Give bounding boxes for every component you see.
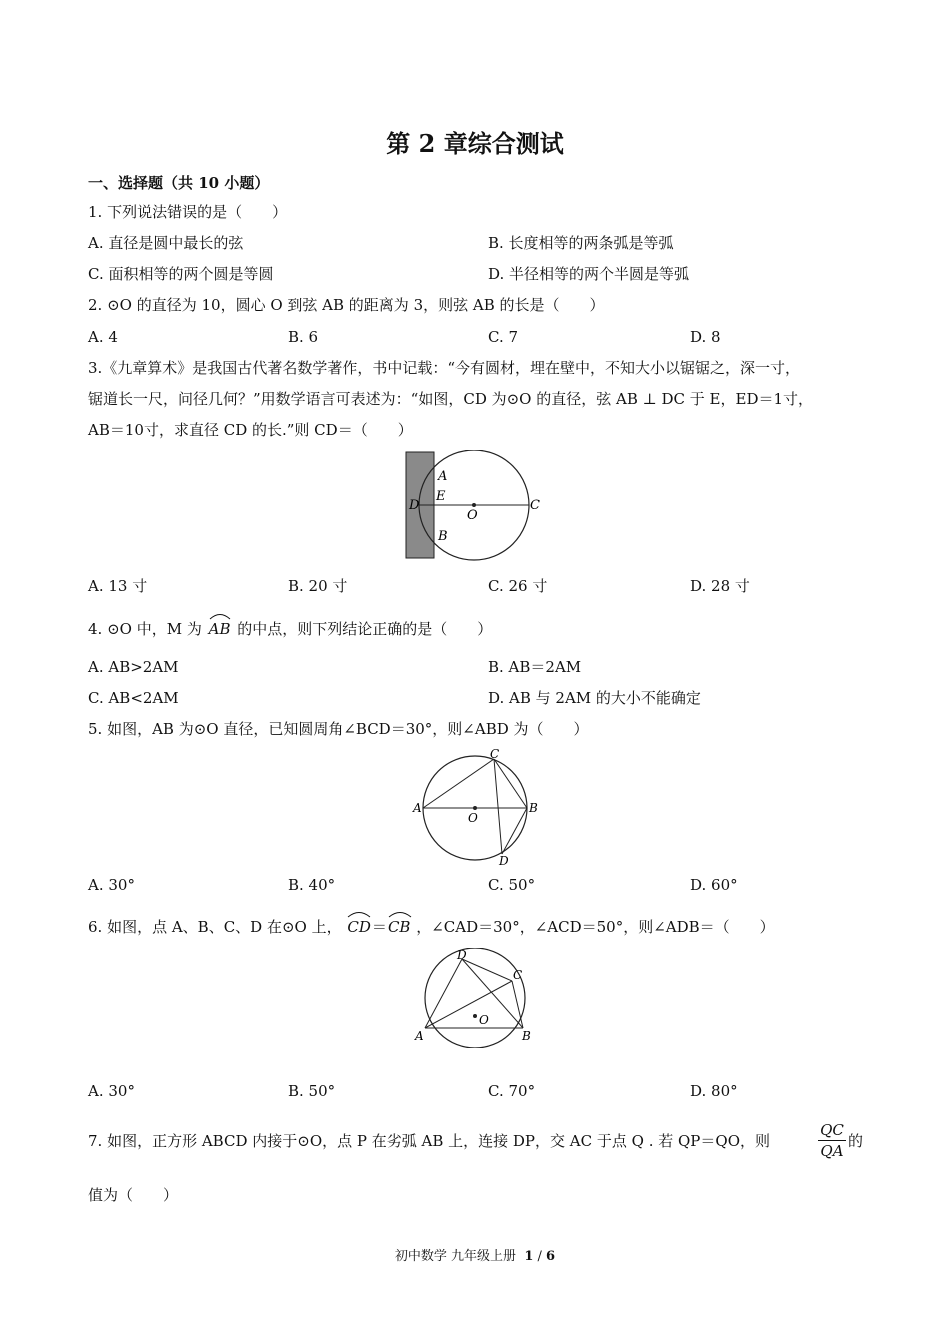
q7-tail: 的 — [848, 1132, 864, 1150]
q4-option-c: C. AB<2AM — [88, 689, 179, 707]
q4-arc — [209, 619, 231, 639]
chord-cb — [494, 759, 527, 808]
arc-symbol-icon — [209, 612, 231, 620]
q2-option-b: B. 6 — [288, 328, 319, 346]
center-dot — [473, 1014, 477, 1018]
q1-option-a: A. 直径是圆中最长的弦 — [88, 234, 244, 252]
label-d: D — [457, 948, 467, 962]
q5-option-d: D. 60° — [690, 876, 738, 894]
q5-option-a: A. 30° — [88, 876, 135, 894]
chord-db — [502, 808, 527, 854]
label-a: A — [413, 801, 422, 815]
arc-symbol-icon — [388, 910, 412, 918]
q7-line2: 值为（ ） — [88, 1186, 179, 1204]
chord-cd — [494, 759, 502, 854]
arc-symbol-icon — [347, 910, 371, 918]
q3-option-a: A. 13 寸 — [88, 577, 148, 595]
section-heading: 一、选择题（共 10 小题） — [88, 174, 270, 192]
label-o: O — [468, 811, 478, 825]
q1-stem: 1. 下列说法错误的是（ ） — [88, 203, 288, 221]
page-footer — [0, 1245, 950, 1264]
q5-option-c: C. 50° — [488, 876, 536, 894]
q6-figure — [412, 948, 537, 1048]
q6-stem-pre: 6. 如图，点 A、B、C、D 在⊙O 上， — [88, 918, 342, 936]
chord-dc — [462, 959, 512, 981]
q5-figure — [410, 748, 545, 868]
label-c: C — [513, 968, 523, 982]
q2-option-d: D. 8 — [690, 328, 721, 346]
q6-arc1-label: CD — [347, 918, 371, 936]
q4-stem — [88, 619, 492, 639]
q6-arc2-label: CB — [387, 918, 411, 936]
q6-option-a: A. 30° — [88, 1082, 135, 1100]
q4-arc-label: AB — [208, 620, 231, 638]
center-dot — [472, 503, 476, 507]
label-b: B — [529, 801, 538, 815]
chord-cb — [512, 981, 523, 1028]
q1-option-d: D. 半径相等的两个半圆是等弧 — [488, 265, 690, 283]
q6-arc-cb — [388, 917, 411, 937]
q5-option-b: B. 40° — [288, 876, 336, 894]
footer-sep: / — [533, 1249, 547, 1264]
chord-ac — [423, 759, 494, 808]
q1-option-b: B. 长度相等的两条弧是等弧 — [488, 234, 674, 252]
page-title: 第 2 章综合测试 — [386, 129, 564, 158]
label-o: O — [479, 1013, 489, 1027]
q1-option-c: C. 面积相等的两个圆是等圆 — [88, 265, 274, 283]
circle-o — [425, 948, 525, 1048]
label-a: A — [438, 469, 448, 484]
label-b: B — [522, 1029, 531, 1043]
q6-option-b: B. 50° — [288, 1082, 336, 1100]
q6-stem-post: ，∠CAD＝30°，∠ACD＝50°，则∠ADB＝（ ） — [416, 918, 775, 936]
q4-option-b: B. AB＝2AM — [488, 658, 582, 676]
q3-line2: 锯道长一尺，问径几何？”用数学语言可表述为：“如图，CD 为⊙O 的直径，弦 AB ⊥ DC 于 E，ED＝1寸， — [88, 390, 814, 408]
label-a: A — [415, 1029, 424, 1043]
q6-eq: ＝ — [371, 918, 387, 936]
q6-option-c: C. 70° — [488, 1082, 536, 1100]
q6-arc-cd — [347, 917, 371, 937]
q3-figure — [400, 450, 550, 565]
q4-option-d: D. AB 与 2AM 的大小不能确定 — [488, 689, 701, 707]
q4-option-a: A. AB>2AM — [88, 658, 179, 676]
label-c: C — [490, 748, 500, 761]
q7-fraction-num: QC — [818, 1120, 846, 1141]
q3-option-d: D. 28 寸 — [690, 577, 750, 595]
label-d: D — [499, 854, 509, 868]
footer-page: 1 — [524, 1249, 534, 1264]
label-d: D — [409, 498, 420, 513]
q3-option-c: C. 26 寸 — [488, 577, 548, 595]
q4-stem-post: 的中点，则下列结论正确的是（ ） — [237, 620, 493, 638]
q7-stem: 7. 如图，正方形 ABCD 内接于⊙O，点 P 在劣弧 AB 上，连接 DP，交 AC 于点 Q . 若 QP＝QO，则 — [88, 1132, 770, 1150]
q3-line1: 3.《九章算术》是我国古代著名数学著作，书中记载：“今有圆材，埋在壁中，不知大小以锯锯之，深一寸， — [88, 359, 800, 377]
q6-stem — [88, 917, 775, 937]
q7-fraction — [818, 1120, 846, 1161]
label-b: B — [438, 529, 448, 544]
q5-stem: 5. 如图，AB 为⊙O 直径，已知圆周角∠BCD＝30°，则∠ABD 为（ ） — [88, 720, 589, 738]
label-o: O — [467, 508, 478, 523]
label-e: E — [436, 489, 446, 504]
center-dot — [473, 806, 477, 810]
q2-option-c: C. 7 — [488, 328, 519, 346]
label-c: C — [530, 498, 540, 513]
footer-text: 初中数学 九年级上册 — [394, 1249, 517, 1264]
q6-option-d: D. 80° — [690, 1082, 738, 1100]
footer-total: 6 — [546, 1249, 556, 1264]
q3-option-b: B. 20 寸 — [288, 577, 348, 595]
q4-stem-pre: 4. ⊙O 中，M 为 — [88, 620, 202, 638]
q7-fraction-den: QA — [820, 1142, 844, 1160]
q2-option-a: A. 4 — [88, 328, 118, 346]
q3-line3: AB＝10寸，求直径 CD 的长.”则 CD＝（ ） — [88, 421, 413, 439]
q2-stem: 2. ⊙O 的直径为 10，圆心 O 到弦 AB 的距离为 3，则弦 AB 的长是（ ） — [88, 296, 605, 314]
